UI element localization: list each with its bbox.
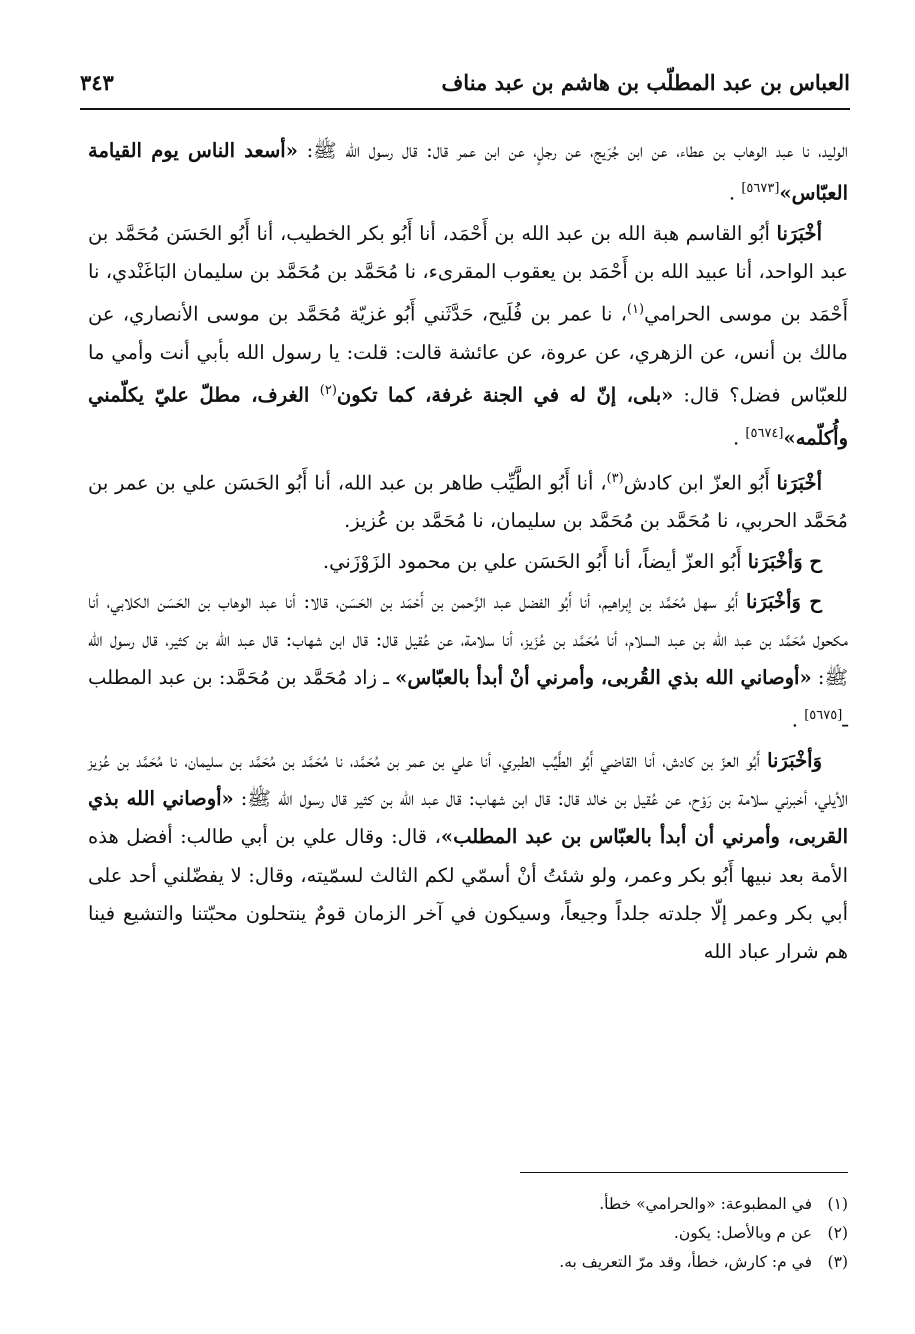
footnote-text: عن م وبالأصل: يكون. [673, 1224, 812, 1242]
footnote-rule [520, 1172, 848, 1173]
main-text [88, 132, 848, 973]
emphasized-text: وَأخْبَرَنا [767, 749, 822, 773]
footnote [88, 1219, 848, 1248]
text-run: أبُو القاسم هبة الله بن عبد الله بن أَحْمَد، أنا أَبُو بكر الخطيب، أنا أَبُو الحَسَن مُحَمَّد بن عبد الواحد، أنا عبيد الله بن أَحْمَد بن يعقوب المقرىء، نا مُحَمَّد بن مُحَمَّد بن سليمان البَاغَنْدي، نا أَحْمَد بن موسى الحرامي [88, 221, 848, 326]
note-marker: (٢) [319, 383, 337, 399]
note-marker: [٥٦٧٤] [745, 425, 784, 441]
paragraph [88, 543, 848, 581]
note-marker: (١) [626, 302, 645, 318]
page-header [80, 68, 850, 104]
running-title: العباس بن عبد المطلّب بن هاشم بن عبد مناف [441, 70, 850, 95]
emphasized-text: أخْبَرَنا [776, 471, 822, 495]
note-marker: [٥٦٧٣] [741, 181, 780, 197]
footnote [88, 1248, 848, 1277]
page-number: ٣٤٣ [80, 70, 114, 95]
emphasized-text: أخْبَرَنا [776, 221, 822, 245]
footnotes [88, 1190, 848, 1277]
text-run: الوليد، نا عبد الوهاب بن عطاء، عن ابن جُرَيج، عن رجلٍ، عن ابن عمر قال: قال رسول الله ﷺ: [297, 139, 848, 162]
footnote-number: (١) [827, 1195, 848, 1213]
note-marker: (٣) [606, 470, 624, 486]
paragraph [88, 460, 848, 541]
paragraph [88, 742, 848, 971]
emphasized-text: «أوصاني الله بذي القربى، وأمرني أن أبدأ بالعبّاس بن عبد المطلب» [88, 787, 848, 849]
footnote-number: (٢) [827, 1224, 848, 1242]
text-run: ، أنا أَبُو الطَّيِّب طاهر بن عبد الله، أنا أَبُو الحَسَن علي بن عمر بن مُحَمَّد الحربي، نا مُحَمَّد بن مُحَمَّد بن سليمان، نا مُحَمَّد بن عُزيز. [88, 471, 848, 533]
text-run: ، نا عمر بن فُلَيح، حَدَّثَني أَبُو غزيّة مُحَمَّد بن موسى الأنصاري، عن مالك بن أنس، عن الزهري، عن عروة، عن عائشة قالت: قلت: يا رسول الله بأبي أنت وأمي ما للعبّاس فضل؟ قال: [88, 302, 848, 407]
note-marker: [٥٦٧٥] [804, 708, 843, 724]
text-run: ، قال: وقال علي بن أبي طالب: أفضل هذه الأمة بعد نبيها أَبُو بكر وعمر، ولو شئتُ أنْ أسمّي لكم الثالث لسمّيته، وقال: لا يفضّلني أحد على أبي بكر وعمر إلّا جلدته جلداً وجيعاً، وسيكون في آخر الزمان قومٌ ينتحلون محبّتنا والتشيع فينا هم شرار عباد الله [88, 825, 848, 964]
emphasized-text: «أسعد الناس يوم القيامة العبّاس» [88, 139, 848, 205]
emphasized-text: «بلى، إنّ له في الجنة غرفة، كما تكون [336, 383, 674, 407]
text-run: ـ زاد مُحَمَّد بن مُحَمَّد: بن عبد المطلب ـ [88, 666, 848, 732]
footnote-text: في المطبوعة: «والحرامي» خطأ. [599, 1195, 812, 1213]
paragraph [88, 583, 848, 740]
paragraph [88, 132, 848, 213]
text-run: أَبُو العزّ ابن كادش [623, 471, 777, 495]
footnote-text: في م: كارش، خطأ، وقد مرّ التعريف به. [559, 1253, 812, 1271]
header-rule [80, 108, 850, 110]
footnote-number: (٣) [827, 1253, 848, 1271]
text-run: أَبُو سهل مُحَمَّد بن إبراهيم، أنا أَبُو الفضل عبد الرَّحمن بن أَحْمَد بن الحَسَن، قالا: أنا عبد الوهاب بن الحَسَن الكلابي، أنا مكحول مُحَمَّد بن عبد الله بن عبد السلام، أنا مُحَمَّد بن عُزَيز، أنا سلامة، عن عُقيل قال: قال ابن شهاب: قال عبد الله بن كثير، قال رسول الله ﷺ: [88, 589, 848, 690]
text-run: . [733, 426, 746, 450]
emphasized-text: ح وَأخْبَرَنا [746, 589, 822, 613]
text-run: أَبُو العزّ أيضاً، أنا أَبُو الحَسَن علي بن محمود الزَوْزَني. [322, 549, 748, 573]
emphasized-text: الغرف، مطلّ عليّ يكلّمني وأُكلّمه» [88, 383, 848, 450]
text-run: . [728, 181, 742, 205]
emphasized-text: ح وَأخْبَرَنا [747, 549, 822, 573]
paragraph [88, 215, 848, 458]
text-run: أَبُو العزّ بن كادش، أنا القاضي أَبُو الطَّيِّب الطبري، أنا علي بن عمر بن مُحَمَّد، نا مُحَمَّد بن مُحَمَّد بن سليمان، نا مُحَمَّد بن عُزيز الأيلي، أخبرني سلامة بن رَوْح، عن عُقيل بن خالد قال: قال ابن شهاب: قال عبد الله بن كثير قال رسول الله ﷺ: [88, 749, 848, 811]
emphasized-text: «أوصاني الله بذي القُربى، وأمرني أنْ أبدأ بالعبّاس» [395, 666, 812, 690]
footnote [88, 1190, 848, 1219]
text-run: . [791, 708, 805, 732]
